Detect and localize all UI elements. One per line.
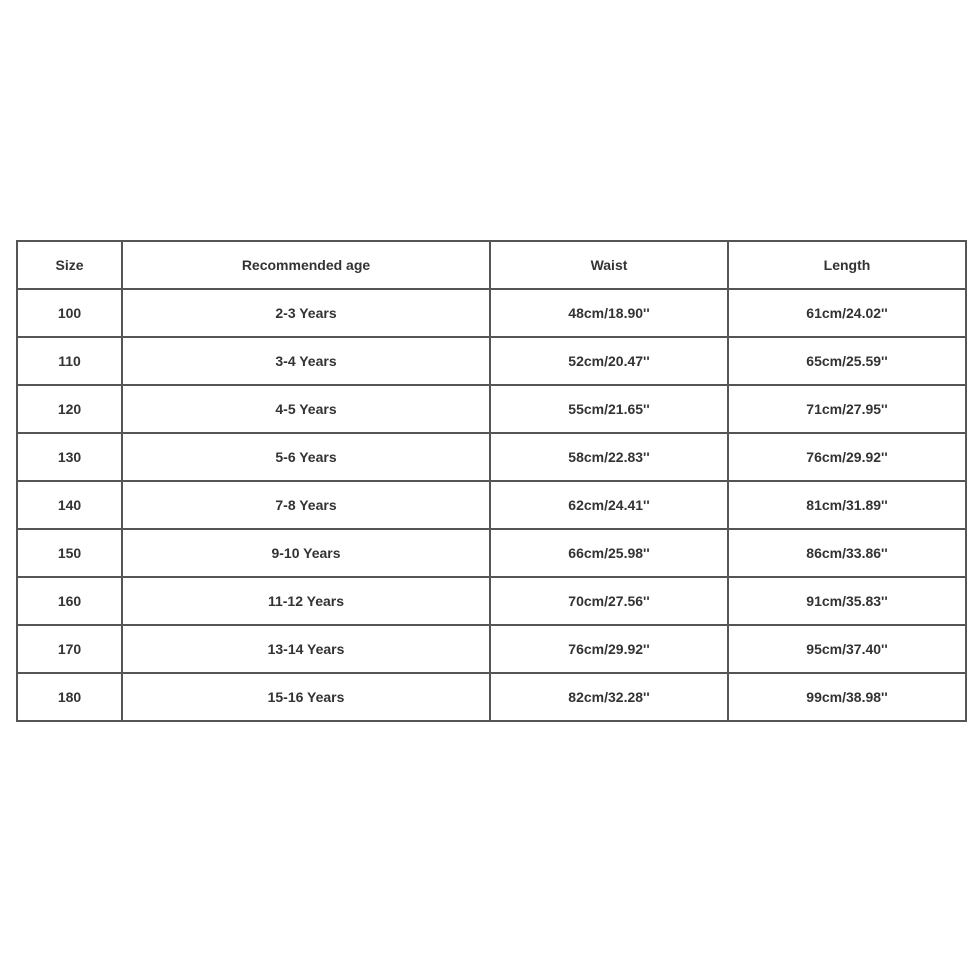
table-row	[17, 481, 966, 529]
table-row	[17, 577, 966, 625]
waist-cell: 66cm/25.98''	[490, 529, 728, 577]
table-row	[17, 529, 966, 577]
length-cell: 86cm/33.86''	[728, 529, 966, 577]
size-cell: 170	[17, 625, 122, 673]
size-cell: 120	[17, 385, 122, 433]
age-cell: 13-14 Years	[122, 625, 490, 673]
size-cell: 160	[17, 577, 122, 625]
length-cell: 76cm/29.92''	[728, 433, 966, 481]
waist-cell: 76cm/29.92''	[490, 625, 728, 673]
age-cell: 15-16 Years	[122, 673, 490, 721]
size-cell: 150	[17, 529, 122, 577]
age-cell: 9-10 Years	[122, 529, 490, 577]
waist-cell: 55cm/21.65''	[490, 385, 728, 433]
length-cell: 71cm/27.95''	[728, 385, 966, 433]
table-header-row	[17, 241, 966, 289]
size-cell: 180	[17, 673, 122, 721]
size-cell: 140	[17, 481, 122, 529]
length-cell: 61cm/24.02''	[728, 289, 966, 337]
header-length: Length	[728, 241, 966, 289]
table-row	[17, 625, 966, 673]
age-cell: 4-5 Years	[122, 385, 490, 433]
length-cell: 81cm/31.89''	[728, 481, 966, 529]
waist-cell: 48cm/18.90''	[490, 289, 728, 337]
size-chart-table	[16, 240, 967, 722]
header-size: Size	[17, 241, 122, 289]
waist-cell: 70cm/27.56''	[490, 577, 728, 625]
size-cell: 130	[17, 433, 122, 481]
waist-cell: 52cm/20.47''	[490, 337, 728, 385]
waist-cell: 62cm/24.41''	[490, 481, 728, 529]
length-cell: 99cm/38.98''	[728, 673, 966, 721]
length-cell: 65cm/25.59''	[728, 337, 966, 385]
waist-cell: 58cm/22.83''	[490, 433, 728, 481]
age-cell: 2-3 Years	[122, 289, 490, 337]
age-cell: 7-8 Years	[122, 481, 490, 529]
table-row	[17, 337, 966, 385]
length-cell: 95cm/37.40''	[728, 625, 966, 673]
header-recommended-age: Recommended age	[122, 241, 490, 289]
size-cell: 100	[17, 289, 122, 337]
age-cell: 11-12 Years	[122, 577, 490, 625]
table-row	[17, 433, 966, 481]
header-waist: Waist	[490, 241, 728, 289]
table-row	[17, 673, 966, 721]
table-row	[17, 385, 966, 433]
table-row	[17, 289, 966, 337]
age-cell: 5-6 Years	[122, 433, 490, 481]
size-cell: 110	[17, 337, 122, 385]
length-cell: 91cm/35.83''	[728, 577, 966, 625]
waist-cell: 82cm/32.28''	[490, 673, 728, 721]
age-cell: 3-4 Years	[122, 337, 490, 385]
